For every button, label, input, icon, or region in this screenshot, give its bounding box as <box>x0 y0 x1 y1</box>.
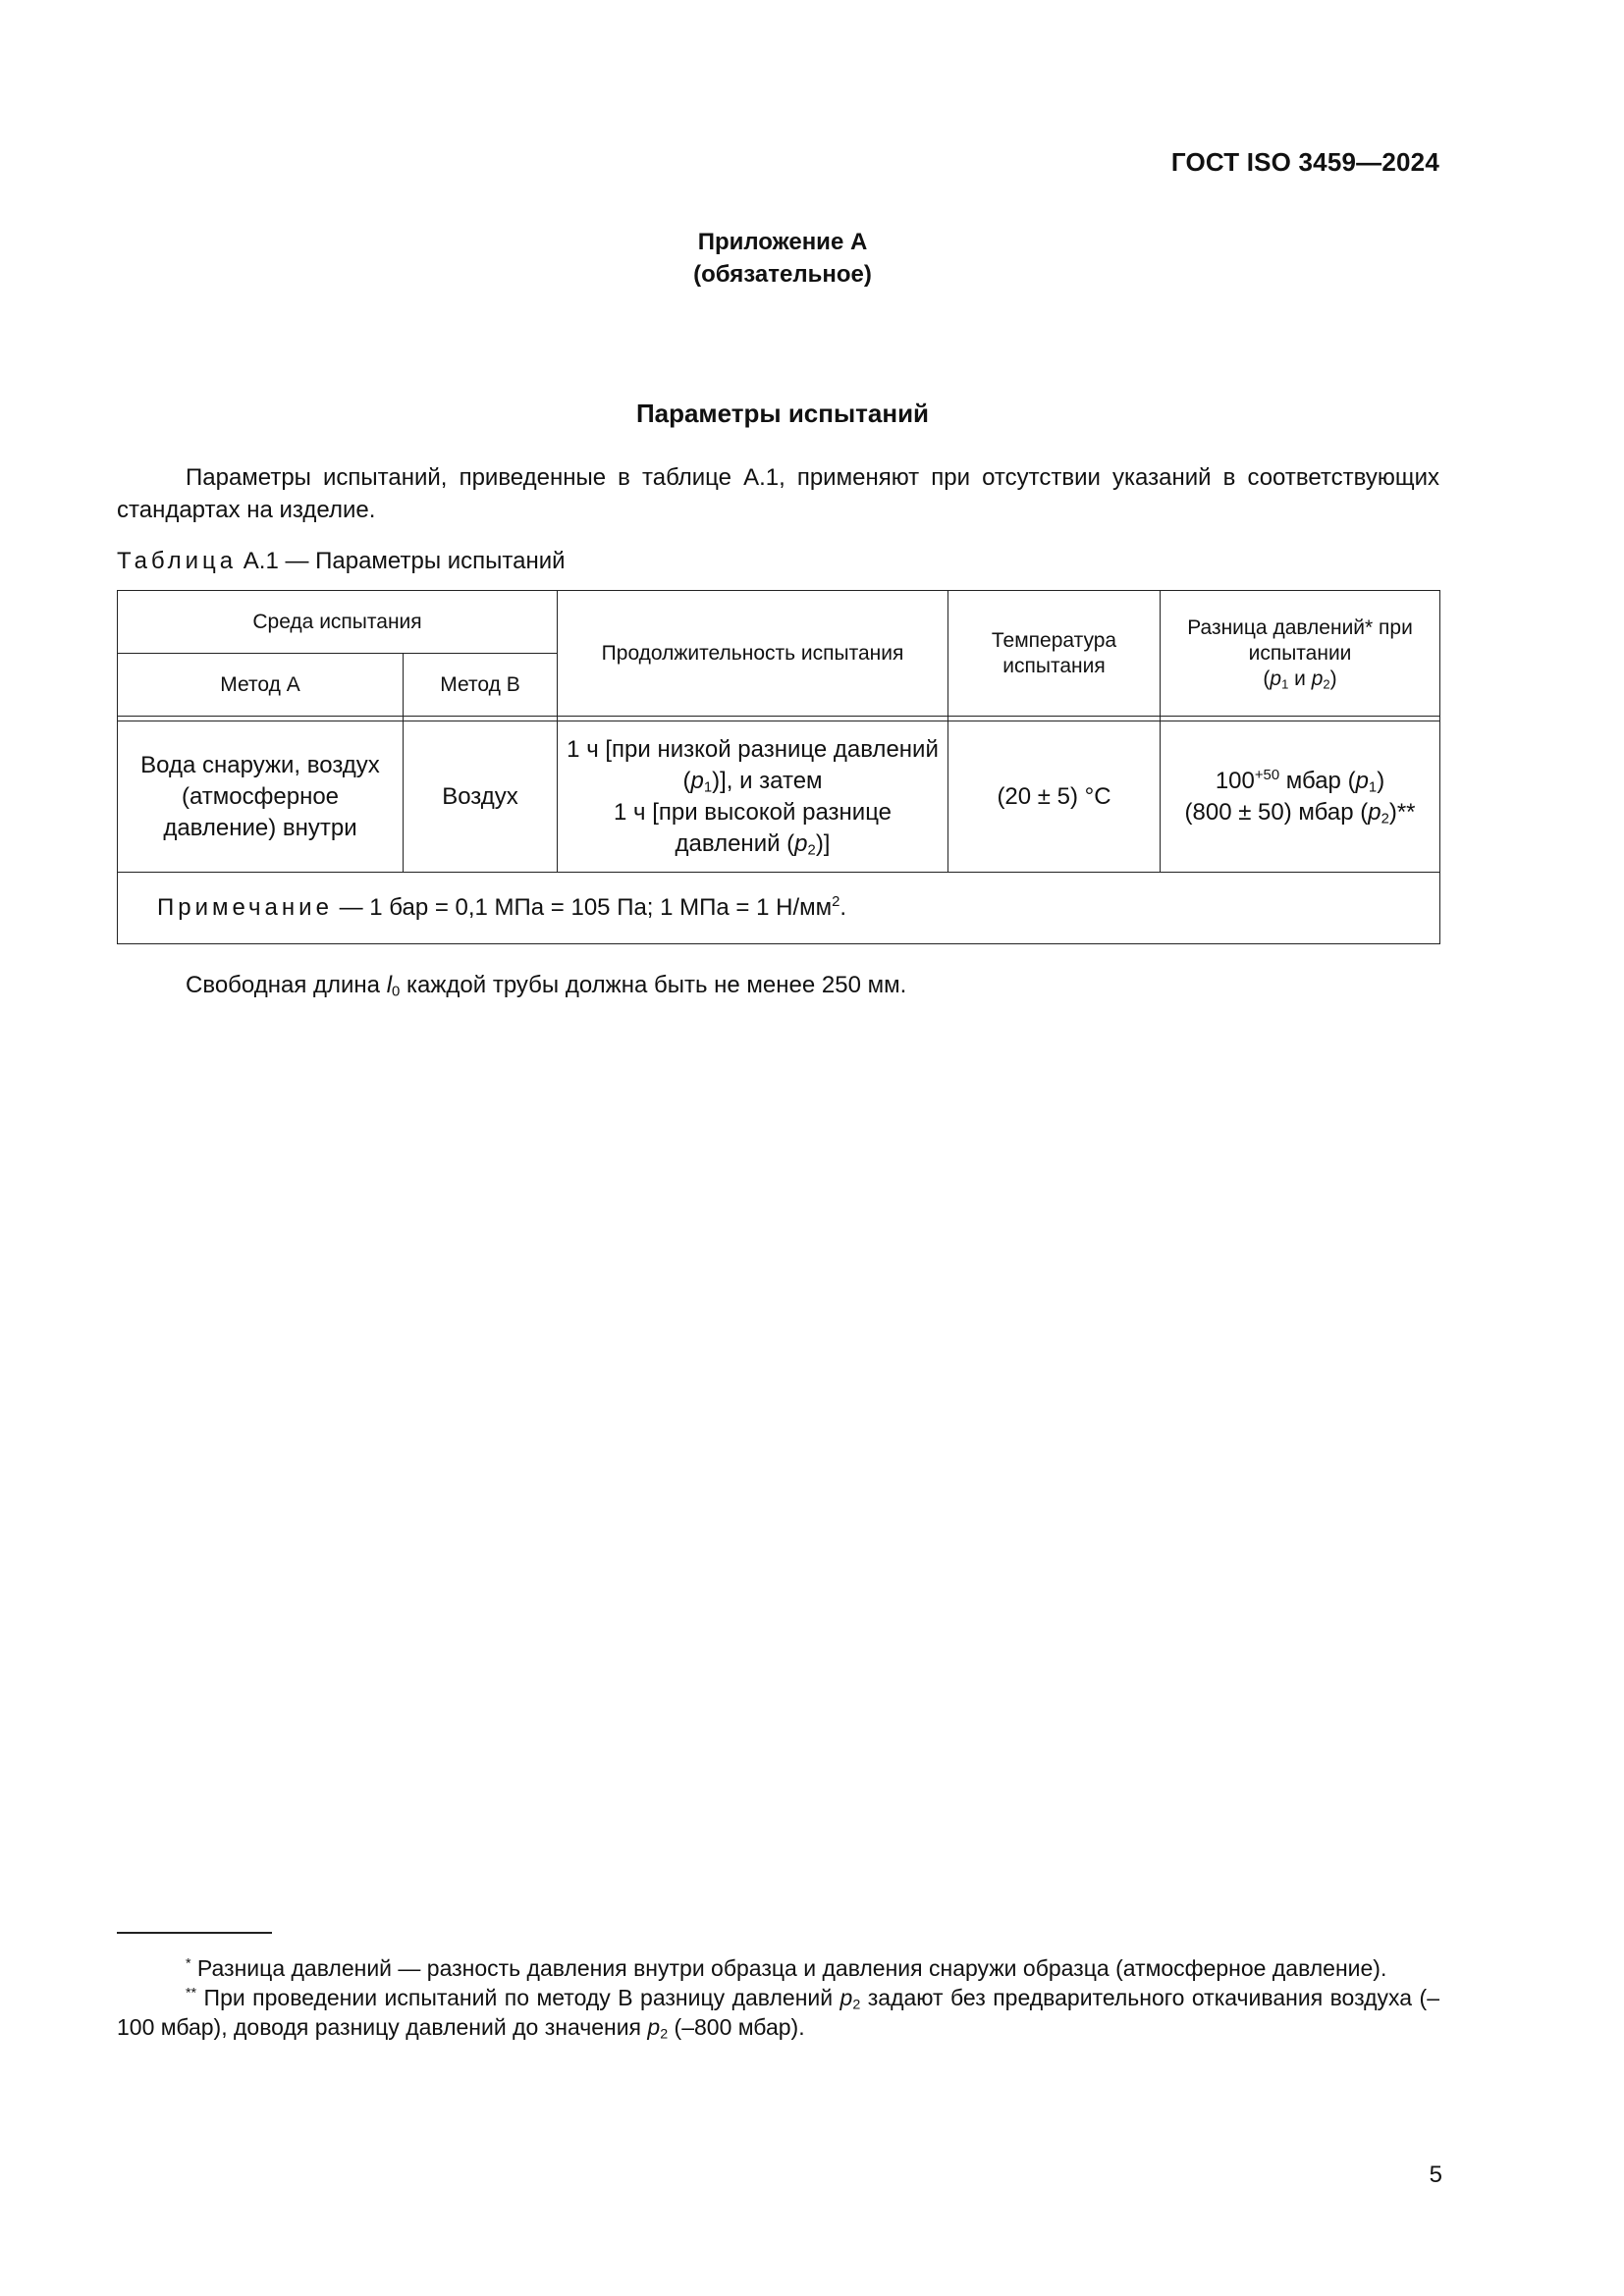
pressure-unit: мбар ( <box>1279 767 1356 794</box>
symbol-p: p <box>839 1985 853 2010</box>
cell-duration <box>558 721 948 873</box>
intro-paragraph <box>117 461 1439 526</box>
annex-title <box>0 226 1565 291</box>
cell-method-a: Вода снаружи, воздух (атмосферное давление) внутри <box>118 721 404 873</box>
subscript-2: 2 <box>852 1997 861 2013</box>
symbol-p: p <box>1368 798 1381 826</box>
duration-text-3: 1 ч [при высокой разнице давлений ( <box>614 798 893 857</box>
cell-method-b: Воздух <box>404 721 558 873</box>
footnote-1-mark: * <box>186 1955 191 1972</box>
table-note <box>118 873 1440 944</box>
subscript-1: 1 <box>1368 779 1378 796</box>
table-caption-label: Таблица <box>117 548 238 574</box>
subscript-2: 2 <box>807 842 816 859</box>
pressure-base: 100 <box>1215 767 1255 794</box>
free-length-text-2: каждой трубы должна быть не менее 250 мм. <box>400 972 907 998</box>
free-length-text-1: Свободная длина <box>186 972 387 998</box>
header-method-b: Метод B <box>404 654 558 717</box>
symbol-p: p <box>1311 667 1324 690</box>
subscript-0: 0 <box>392 984 401 1000</box>
header-pressure-text: Разница давлений* при испытании <box>1187 615 1413 665</box>
free-length-paragraph <box>186 972 906 999</box>
annex-status: (обязательное) <box>693 261 872 288</box>
symbol-p: p <box>794 829 808 857</box>
subscript-2: 2 <box>660 2026 669 2043</box>
duration-text-4: )] <box>815 829 831 857</box>
symbol-p: p <box>1355 767 1369 794</box>
cell-pressure <box>1161 721 1440 873</box>
header-temperature: Температура испытания <box>948 591 1161 717</box>
footnote-2-text-3: (–800 мбар). <box>668 2014 805 2040</box>
footnote-1-text: Разница давлений — разность давления внутри образца и давления снаружи образца (атмосферное давление). <box>190 1955 1387 1981</box>
footnote-2-text-2: задают без предварительного откачивания воздуха (–100 мбар), доводя разницу давлений до значения <box>117 1985 1439 2040</box>
header-method-a: Метод А <box>118 654 404 717</box>
table-caption-text: А.1 — Параметры испытаний <box>243 548 566 574</box>
paren-close-stars: )** <box>1388 798 1416 826</box>
note-sup: 2 <box>832 894 840 911</box>
symbol-p: p <box>690 767 704 794</box>
symbol-l: l <box>386 972 393 998</box>
section-heading: Параметры испытаний <box>635 399 930 428</box>
header-medium: Среда испытания <box>118 591 558 654</box>
page-number: 5 <box>1429 2162 1442 2188</box>
footnotes <box>117 1953 1439 2042</box>
footnote-2 <box>117 1983 1439 2042</box>
footnote-divider <box>117 1932 272 1934</box>
conjunction: и <box>1288 667 1312 690</box>
duration-text-1: 1 ч [при низкой разнице давлений ( <box>567 735 939 794</box>
paren-open: ( <box>1263 667 1271 690</box>
subscript-2: 2 <box>1380 811 1389 828</box>
symbol-p: p <box>647 2014 661 2040</box>
document-code: ГОСТ ISO 3459—2024 <box>1170 147 1439 177</box>
footnote-2-mark: ** <box>186 1985 197 2002</box>
duration-text-2: )], и затем <box>712 767 823 794</box>
table-row <box>118 721 1440 873</box>
cell-temperature: (20 ± 5) °С <box>948 721 1161 873</box>
subscript-2: 2 <box>1323 675 1330 691</box>
header-pressure <box>1161 591 1440 717</box>
footnote-2-text-1: При проведении испытаний по методу В разницу давлений <box>196 1985 840 2010</box>
symbol-p: p <box>1270 667 1282 690</box>
subscript-1: 1 <box>703 779 713 796</box>
annex-name: Приложение А <box>697 229 868 255</box>
table-caption <box>117 548 566 575</box>
pressure-line-2: (800 ± 50) мбар ( <box>1184 798 1369 826</box>
pressure-tolerance: +50 <box>1254 767 1280 783</box>
note-label: Примечание <box>157 894 333 921</box>
subscript-1: 1 <box>1281 675 1289 691</box>
intro-text: Параметры испытаний, приведенные в таблице А.1, применяют при отсутствии указаний в соответствующих стандартах на изделие. <box>117 464 1439 523</box>
note-end: . <box>839 894 847 921</box>
paren-close: ) <box>1377 767 1385 794</box>
header-duration: Продолжительность испытания <box>558 591 948 717</box>
note-text: — 1 бар = 0,1 МПа = 105 Па; 1 МПа = 1 Н/мм <box>332 894 833 921</box>
paren-close: ) <box>1329 667 1337 690</box>
footnote-1 <box>117 1953 1439 1983</box>
parameters-table <box>117 590 1440 944</box>
